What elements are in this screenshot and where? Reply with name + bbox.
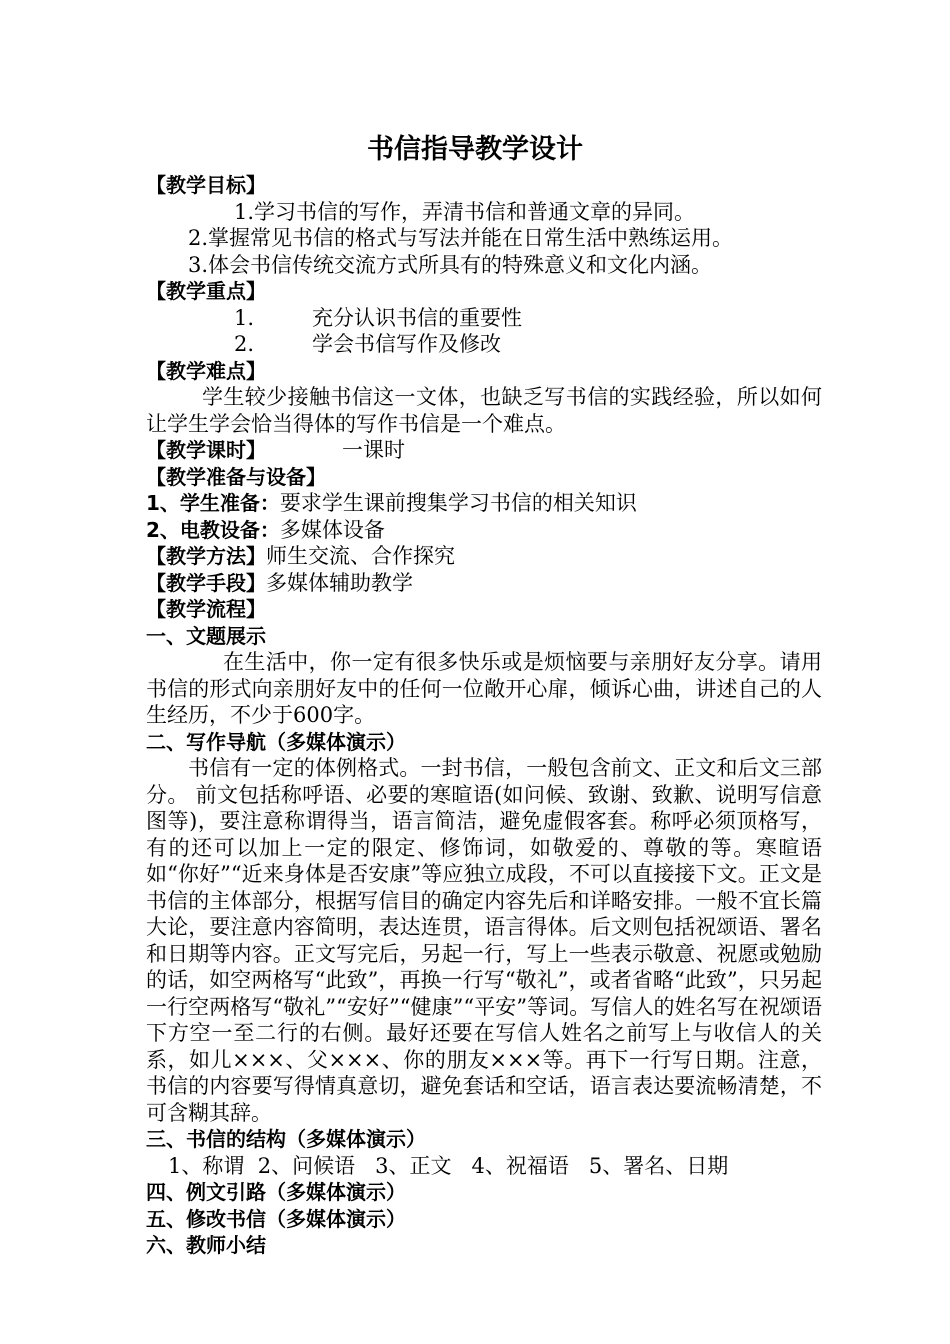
section1-heading: 一、文题展示 (146, 623, 266, 648)
key-point-text: 充分认识书信的重要性 (312, 305, 522, 330)
media-equipment-text: 多媒体设备 (279, 517, 385, 542)
student-preparation-text: 要求学生课前搜集学习书信的相关知识 (279, 491, 637, 515)
difficulties-heading: 【教学难点】 (146, 358, 266, 383)
class-hours-row (146, 437, 822, 464)
key-point-item (146, 331, 822, 358)
objective-item: 2.掌握常见书信的格式与写法并能在日常生活中熟练运用。 (188, 226, 734, 250)
key-point-text: 学会书信写作及修改 (312, 332, 501, 356)
objective-item: 3.体会书信传统交流方式所具有的特殊意义和文化内涵。 (188, 252, 713, 277)
method-heading: 【教学方法】 (146, 544, 266, 568)
means-text: 多媒体辅助教学 (266, 570, 413, 595)
section2-text: 书信有一定的体例格式。一封书信，一般包含前文、正文和后文三部分。 前文包括称呼语、必要的寒暄语(如问候、致谢、致歉、说明写信意图等)，要注意称谓得当，语言简洁，避免虚假客套。称呼必须顶格写，有的还可以加上一定的限定、修饰词，如敬爱的、尊敬的等。寒暄语如“你好”“近来身体是否安康”等应独立成段，不可以直接接下文。正文是书信的主体部分，根据写信目的确定内容先后和详略安排。一般不宜长篇大论，要注意内容简明，表达连贯，语言得体。后文则包括祝颂语、署名和日期等内容。正文写完后，另起一行，写上一些表示敬意、祝愿或勉励的话，如空两格写“此致”，再换一行写“敬礼”，或者省略“此致”，只另起一行空两格写“敬礼”“安好”“健康”“平安”等词。写信人的姓名写在祝颂语下方空一至二行的右侧。最好还要在写信人姓名之前写上与收信人的关系，如儿×××、父×××、你的朋友×××等。再下一行写日期。注意，书信的内容要写得情真意切，避免套话和空话，语言表达要流畅清楚，不可含糊其辞。 (146, 756, 822, 1125)
section2-heading: 二、写作导航（多媒体演示） (146, 729, 406, 754)
section3-structure-list: 1、称谓 2、问候语 3、正文 4、祝福语 5、署名、日期 (168, 1153, 729, 1178)
class-hours-value: 一课时 (342, 438, 405, 462)
media-equipment-label: 2、电教设备： (146, 517, 280, 542)
means-row (146, 570, 822, 597)
method-row (146, 543, 822, 570)
section3-heading: 三、书信的结构（多媒体演示） (146, 1127, 426, 1151)
preparation-heading: 【教学准备与设备】 (146, 464, 326, 489)
objectives-heading: 【教学目标】 (146, 173, 266, 197)
student-preparation-row (146, 490, 822, 517)
process-heading: 【教学流程】 (146, 597, 266, 621)
key-point-number: 2. (234, 332, 255, 356)
section4-heading: 四、例文引路（多媒体演示） (146, 1180, 406, 1204)
section5-heading: 五、修改书信（多媒体演示） (146, 1206, 406, 1231)
method-text: 师生交流、合作探究 (266, 544, 455, 568)
section6-heading: 六、教师小结 (146, 1233, 266, 1257)
document-body (146, 172, 822, 1259)
key-point-item (146, 305, 822, 332)
class-hours-heading: 【教学课时】 (146, 438, 266, 462)
difficulties-text: 学生较少接触书信这一文体，也缺乏写书信的实践经验，所以如何让学生学会恰当得体的写作书信是一个难点。 (146, 385, 822, 436)
key-points-heading: 【教学重点】 (146, 279, 266, 303)
student-preparation-label: 1、学生准备： (146, 491, 280, 515)
document-title: 书信指导教学设计 (367, 134, 583, 165)
media-equipment-row (146, 517, 822, 544)
key-point-number: 1. (234, 305, 255, 330)
section1-text: 在生活中，你一定有很多快乐或是烦恼要与亲朋好友分享。请用书信的形式向亲朋好友中的任何一位敞开心扉，倾诉心曲，讲述自己的人生经历，不少于600字。 (146, 650, 822, 727)
objective-item: 1.学习书信的写作，弄清书信和普通文章的异同。 (234, 199, 696, 224)
means-heading: 【教学手段】 (146, 570, 266, 595)
